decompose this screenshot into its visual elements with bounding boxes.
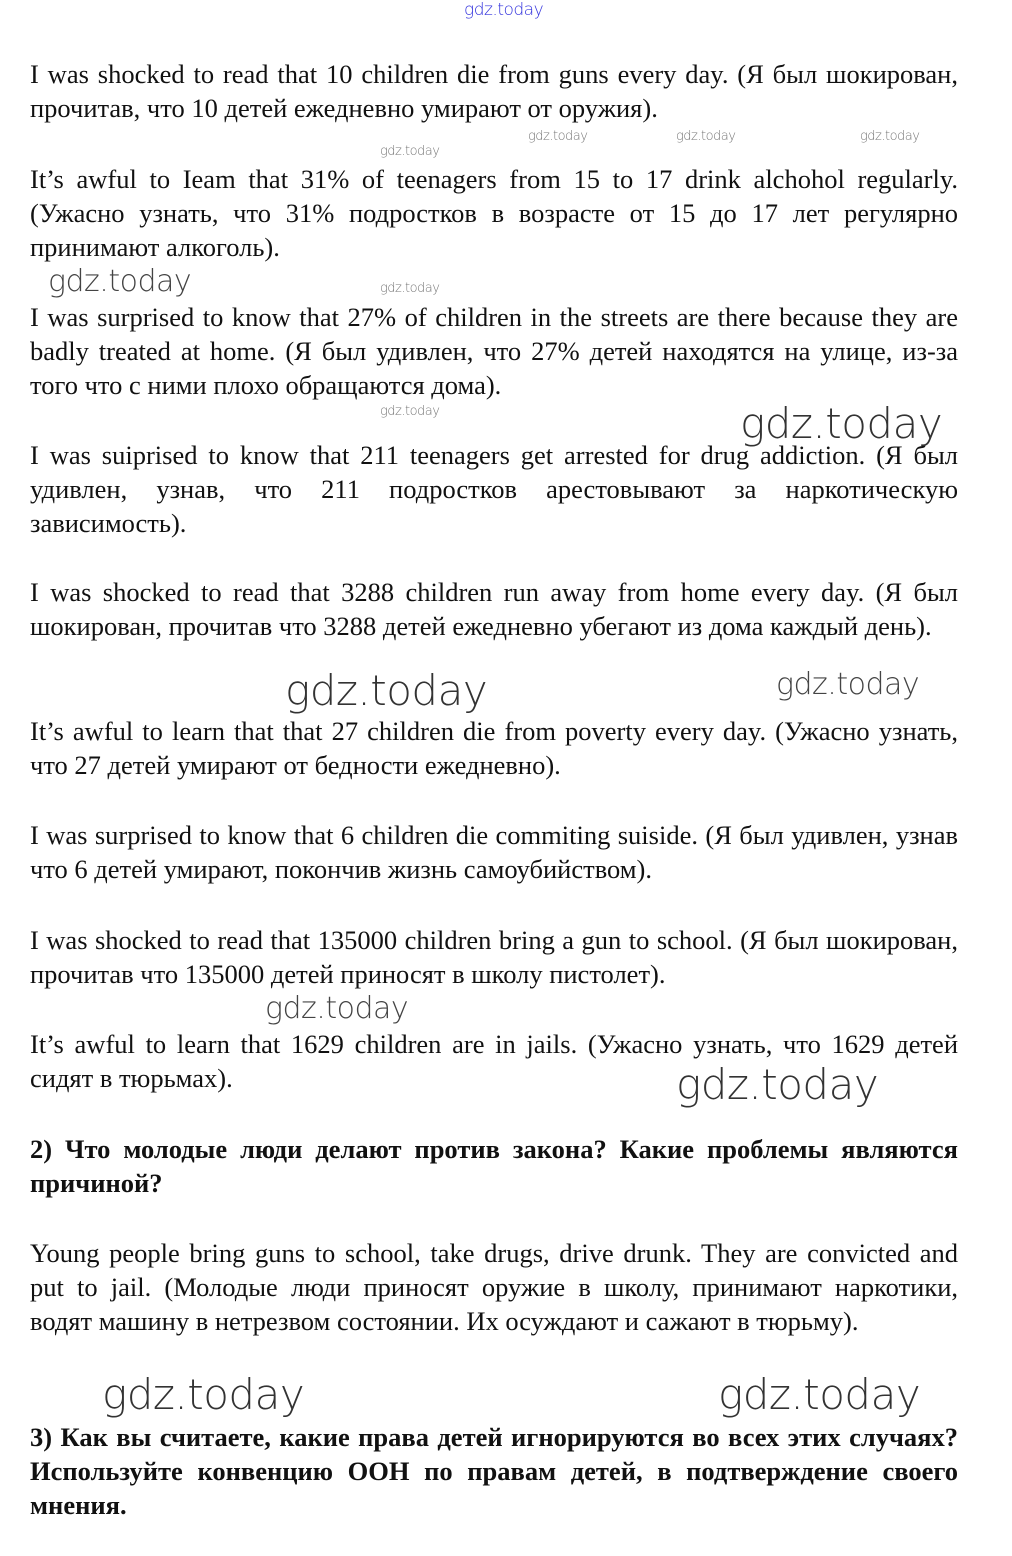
paragraph: I was shocked to read that 135000 children bring a gun to school. (Я был шокирован, прочитав что 135000 детей приносят в школу пистолет).: [30, 925, 958, 989]
watermark: gdz.today: [528, 129, 588, 144]
paragraph: It’s awful to learn that that 27 children die from poverty every day. (Ужасно узнать, что 27 детей умирают от бедности ежедневно).: [30, 716, 958, 780]
paragraph: It’s awful to learn that 1629 children are in jails. (Ужасно узнать, что 1629 детей сидят в тюрьмах).: [30, 1029, 958, 1093]
watermark: gdz.today: [464, 0, 544, 20]
watermark: gdz.today: [740, 399, 943, 448]
watermark: gdz.today: [718, 1370, 921, 1419]
paragraph: It’s awful to Ieam that 31% of teenagers from 15 to 17 drink alchohol regularly. (Ужасно узнать, что 31% подростков в возрасте от 15 до 17 лет регулярно принимают алкоголь).: [30, 164, 958, 262]
watermark: gdz.today: [48, 264, 192, 299]
paragraph: I was shocked to read that 3288 children run away from home every day. (Я был шокирован, прочитав что 3288 детей ежедневно убегают из дома каждый день).: [30, 577, 958, 641]
answer-paragraph: Young people bring guns to school, take drugs, drive drunk. They are convicted and put to jail. (Молодые люди приносят оружие в школу, принимают наркотики, водят машину в нетрезвом состоянии. Их осуждают и сажают в тюрьму).: [30, 1238, 958, 1336]
watermark: gdz.today: [285, 666, 488, 715]
question-heading: 3) Как вы считаете, какие права детей игнорируются во всех этих случаях? Используйте конвенцию ООН по правам детей, в подтверждение своего мнения.: [30, 1422, 958, 1520]
watermark: gdz.today: [380, 281, 440, 296]
question-heading: 2) Что молодые люди делают против закона? Какие проблемы являются причиной?: [30, 1134, 958, 1198]
paragraph: I was surprised to know that 27% of children in the streets are there because they are badly treated at home. (Я был удивлен, что 27% детей находятся на улице, из-за того что с ними плохо обращаются дома).: [30, 302, 958, 400]
paragraph: I was suiprised to know that 211 teenagers get arrested for drug addiction. (Я был удивлен, узнав, что 211 подростков арестовывают за наркотическую зависимость).: [30, 440, 958, 538]
watermark: gdz.today: [860, 129, 920, 144]
paragraph: I was shocked to read that 10 children die from guns every day. (Я был шокирован, прочитав, что 10 детей ежедневно умирают от оружия).: [30, 59, 958, 123]
watermark: gdz.today: [265, 991, 409, 1026]
watermark: gdz.today: [102, 1370, 305, 1419]
watermark: gdz.today: [676, 1060, 879, 1109]
watermark: gdz.today: [380, 404, 440, 419]
watermark: gdz.today: [676, 129, 736, 144]
paragraph: I was surprised to know that 6 children die commiting suiside. (Я был удивлен, узнав что 6 детей умирают, покончив жизнь самоубийством).: [30, 820, 958, 884]
watermark: gdz.today: [776, 667, 920, 702]
watermark: gdz.today: [380, 144, 440, 159]
